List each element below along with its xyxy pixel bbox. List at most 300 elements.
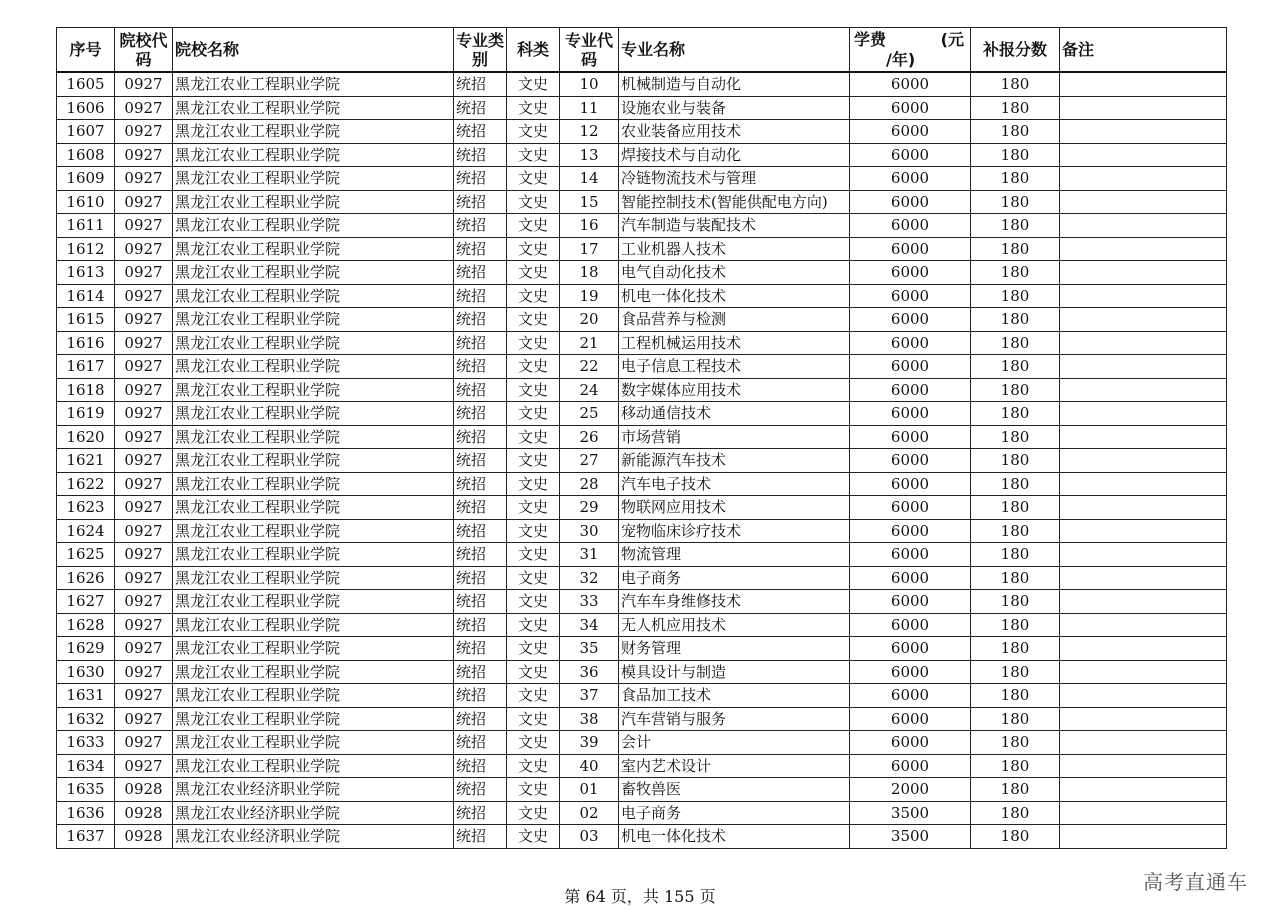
cell-seq: 1613 — [57, 261, 115, 285]
cell-major-code: 27 — [560, 449, 619, 473]
cell-school-code: 0927 — [115, 707, 173, 731]
cell-remark — [1060, 566, 1227, 590]
cell-major-code: 11 — [560, 96, 619, 120]
cell-major-type: 统招 — [454, 284, 507, 308]
cell-fee: 6000 — [850, 590, 971, 614]
cell-school-name: 黑龙江农业工程职业学院 — [173, 425, 454, 449]
cell-remark — [1060, 120, 1227, 144]
cell-seq: 1634 — [57, 754, 115, 778]
cell-seq: 1623 — [57, 496, 115, 520]
cell-remark — [1060, 72, 1227, 96]
cell-school-name: 黑龙江农业工程职业学院 — [173, 543, 454, 567]
cell-major-code: 28 — [560, 472, 619, 496]
table-row — [57, 731, 1227, 755]
cell-fee: 3500 — [850, 801, 971, 825]
cell-school-name: 黑龙江农业工程职业学院 — [173, 190, 454, 214]
cell-school-name: 黑龙江农业工程职业学院 — [173, 378, 454, 402]
cell-remark — [1060, 590, 1227, 614]
cell-subject: 文史 — [507, 613, 560, 637]
cell-seq: 1622 — [57, 472, 115, 496]
cell-school-name: 黑龙江农业工程职业学院 — [173, 684, 454, 708]
cell-school-name: 黑龙江农业经济职业学院 — [173, 825, 454, 849]
cell-major-type: 统招 — [454, 496, 507, 520]
cell-score: 180 — [971, 472, 1060, 496]
cell-major-name: 宠物临床诊疗技术 — [619, 519, 850, 543]
cell-school-name: 黑龙江农业工程职业学院 — [173, 754, 454, 778]
header-major-type: 专业类别 — [454, 28, 507, 73]
cell-fee: 6000 — [850, 308, 971, 332]
cell-seq: 1636 — [57, 801, 115, 825]
cell-major-name: 电子信息工程技术 — [619, 355, 850, 379]
cell-major-type: 统招 — [454, 237, 507, 261]
table-row — [57, 331, 1227, 355]
header-fee-unit: (元 — [940, 30, 964, 49]
table-row — [57, 261, 1227, 285]
cell-major-type: 统招 — [454, 613, 507, 637]
cell-major-type: 统招 — [454, 637, 507, 661]
cell-seq: 1620 — [57, 425, 115, 449]
cell-score: 180 — [971, 143, 1060, 167]
cell-major-code: 32 — [560, 566, 619, 590]
cell-seq: 1608 — [57, 143, 115, 167]
cell-seq: 1629 — [57, 637, 115, 661]
table-row — [57, 707, 1227, 731]
cell-major-code: 10 — [560, 72, 619, 96]
cell-seq: 1625 — [57, 543, 115, 567]
table-row — [57, 402, 1227, 426]
cell-major-code: 39 — [560, 731, 619, 755]
cell-school-name: 黑龙江农业工程职业学院 — [173, 237, 454, 261]
cell-major-code: 37 — [560, 684, 619, 708]
cell-major-type: 统招 — [454, 261, 507, 285]
cell-major-code: 14 — [560, 167, 619, 191]
cell-subject: 文史 — [507, 167, 560, 191]
cell-school-name: 黑龙江农业工程职业学院 — [173, 519, 454, 543]
cell-school-name: 黑龙江农业工程职业学院 — [173, 167, 454, 191]
cell-major-name: 汽车营销与服务 — [619, 707, 850, 731]
cell-subject: 文史 — [507, 566, 560, 590]
cell-subject: 文史 — [507, 72, 560, 96]
cell-subject: 文史 — [507, 143, 560, 167]
cell-major-type: 统招 — [454, 519, 507, 543]
cell-fee: 6000 — [850, 72, 971, 96]
table-row — [57, 778, 1227, 802]
cell-subject: 文史 — [507, 707, 560, 731]
cell-seq: 1630 — [57, 660, 115, 684]
cell-school-name: 黑龙江农业工程职业学院 — [173, 355, 454, 379]
cell-major-code: 17 — [560, 237, 619, 261]
cell-subject: 文史 — [507, 825, 560, 849]
table-row — [57, 378, 1227, 402]
header-fee — [850, 28, 971, 73]
cell-major-name: 机电一体化技术 — [619, 284, 850, 308]
cell-subject: 文史 — [507, 402, 560, 426]
header-major-name: 专业名称 — [619, 28, 850, 73]
cell-remark — [1060, 496, 1227, 520]
cell-remark — [1060, 308, 1227, 332]
admission-table — [56, 27, 1227, 849]
cell-subject: 文史 — [507, 378, 560, 402]
cell-fee: 6000 — [850, 496, 971, 520]
cell-remark — [1060, 378, 1227, 402]
cell-major-type: 统招 — [454, 214, 507, 238]
cell-major-name: 焊接技术与自动化 — [619, 143, 850, 167]
cell-school-code: 0927 — [115, 754, 173, 778]
header-subject: 科类 — [507, 28, 560, 73]
cell-major-type: 统招 — [454, 190, 507, 214]
cell-school-name: 黑龙江农业工程职业学院 — [173, 590, 454, 614]
cell-remark — [1060, 754, 1227, 778]
cell-subject: 文史 — [507, 355, 560, 379]
cell-fee: 6000 — [850, 449, 971, 473]
cell-seq: 1628 — [57, 613, 115, 637]
table-body — [57, 72, 1227, 848]
cell-major-name: 智能控制技术(智能供配电方向) — [619, 190, 850, 214]
cell-score: 180 — [971, 449, 1060, 473]
cell-score: 180 — [971, 825, 1060, 849]
table-row — [57, 825, 1227, 849]
cell-school-code: 0927 — [115, 214, 173, 238]
cell-school-name: 黑龙江农业工程职业学院 — [173, 143, 454, 167]
cell-major-type: 统招 — [454, 402, 507, 426]
cell-seq: 1627 — [57, 590, 115, 614]
cell-major-name: 物流管理 — [619, 543, 850, 567]
cell-school-name: 黑龙江农业工程职业学院 — [173, 96, 454, 120]
cell-school-code: 0928 — [115, 801, 173, 825]
cell-fee: 6000 — [850, 731, 971, 755]
table-row — [57, 801, 1227, 825]
cell-major-code: 29 — [560, 496, 619, 520]
cell-major-type: 统招 — [454, 754, 507, 778]
cell-major-type: 统招 — [454, 449, 507, 473]
cell-school-code: 0927 — [115, 731, 173, 755]
cell-major-code: 13 — [560, 143, 619, 167]
cell-remark — [1060, 261, 1227, 285]
cell-subject: 文史 — [507, 190, 560, 214]
table-row — [57, 543, 1227, 567]
cell-major-code: 34 — [560, 613, 619, 637]
cell-score: 180 — [971, 96, 1060, 120]
cell-remark — [1060, 684, 1227, 708]
cell-fee: 6000 — [850, 331, 971, 355]
cell-fee: 6000 — [850, 425, 971, 449]
cell-remark — [1060, 613, 1227, 637]
cell-score: 180 — [971, 613, 1060, 637]
cell-major-name: 设施农业与装备 — [619, 96, 850, 120]
cell-school-name: 黑龙江农业工程职业学院 — [173, 449, 454, 473]
cell-fee: 6000 — [850, 402, 971, 426]
header-school-code: 院校代码 — [115, 28, 173, 73]
cell-major-code: 26 — [560, 425, 619, 449]
cell-subject: 文史 — [507, 425, 560, 449]
cell-seq: 1618 — [57, 378, 115, 402]
cell-school-name: 黑龙江农业工程职业学院 — [173, 261, 454, 285]
cell-major-name: 电子商务 — [619, 566, 850, 590]
cell-school-name: 黑龙江农业经济职业学院 — [173, 801, 454, 825]
cell-major-type: 统招 — [454, 684, 507, 708]
cell-school-name: 黑龙江农业工程职业学院 — [173, 566, 454, 590]
cell-fee: 6000 — [850, 684, 971, 708]
header-min-score: 补报分数 — [971, 28, 1060, 73]
cell-major-code: 25 — [560, 402, 619, 426]
cell-score: 180 — [971, 637, 1060, 661]
cell-remark — [1060, 660, 1227, 684]
cell-subject: 文史 — [507, 449, 560, 473]
cell-school-code: 0927 — [115, 378, 173, 402]
cell-school-code: 0927 — [115, 590, 173, 614]
cell-score: 180 — [971, 707, 1060, 731]
cell-major-type: 统招 — [454, 308, 507, 332]
cell-fee: 3500 — [850, 825, 971, 849]
cell-school-code: 0927 — [115, 472, 173, 496]
cell-school-code: 0927 — [115, 308, 173, 332]
cell-remark — [1060, 355, 1227, 379]
cell-score: 180 — [971, 72, 1060, 96]
cell-school-name: 黑龙江农业工程职业学院 — [173, 402, 454, 426]
cell-score: 180 — [971, 684, 1060, 708]
cell-major-name: 新能源汽车技术 — [619, 449, 850, 473]
cell-score: 180 — [971, 519, 1060, 543]
cell-seq: 1632 — [57, 707, 115, 731]
cell-school-code: 0928 — [115, 778, 173, 802]
cell-score: 180 — [971, 660, 1060, 684]
cell-remark — [1060, 167, 1227, 191]
cell-school-code: 0927 — [115, 660, 173, 684]
cell-score: 180 — [971, 778, 1060, 802]
cell-major-type: 统招 — [454, 660, 507, 684]
cell-seq: 1607 — [57, 120, 115, 144]
cell-major-name: 食品加工技术 — [619, 684, 850, 708]
cell-remark — [1060, 96, 1227, 120]
cell-school-name: 黑龙江农业工程职业学院 — [173, 284, 454, 308]
cell-subject: 文史 — [507, 472, 560, 496]
table-row — [57, 190, 1227, 214]
cell-major-name: 财务管理 — [619, 637, 850, 661]
cell-school-code: 0927 — [115, 167, 173, 191]
cell-remark — [1060, 284, 1227, 308]
cell-major-name: 汽车车身维修技术 — [619, 590, 850, 614]
cell-remark — [1060, 543, 1227, 567]
table-row — [57, 214, 1227, 238]
table-header-row — [57, 28, 1227, 73]
cell-remark — [1060, 331, 1227, 355]
cell-school-code: 0927 — [115, 543, 173, 567]
cell-major-code: 15 — [560, 190, 619, 214]
cell-fee: 6000 — [850, 355, 971, 379]
cell-school-code: 0927 — [115, 613, 173, 637]
cell-fee: 2000 — [850, 778, 971, 802]
cell-subject: 文史 — [507, 261, 560, 285]
cell-major-code: 31 — [560, 543, 619, 567]
table-row — [57, 566, 1227, 590]
cell-major-type: 统招 — [454, 120, 507, 144]
cell-major-name: 无人机应用技术 — [619, 613, 850, 637]
cell-major-type: 统招 — [454, 543, 507, 567]
cell-seq: 1624 — [57, 519, 115, 543]
cell-school-code: 0927 — [115, 425, 173, 449]
cell-score: 180 — [971, 355, 1060, 379]
cell-major-type: 统招 — [454, 331, 507, 355]
cell-major-name: 农业装备应用技术 — [619, 120, 850, 144]
cell-major-code: 02 — [560, 801, 619, 825]
cell-remark — [1060, 143, 1227, 167]
cell-major-name: 畜牧兽医 — [619, 778, 850, 802]
cell-school-name: 黑龙江农业工程职业学院 — [173, 308, 454, 332]
cell-remark — [1060, 449, 1227, 473]
cell-score: 180 — [971, 214, 1060, 238]
cell-major-name: 室内艺术设计 — [619, 754, 850, 778]
table-row — [57, 684, 1227, 708]
cell-subject: 文史 — [507, 284, 560, 308]
cell-major-name: 会计 — [619, 731, 850, 755]
cell-subject: 文史 — [507, 590, 560, 614]
cell-subject: 文史 — [507, 214, 560, 238]
cell-school-code: 0928 — [115, 825, 173, 849]
cell-score: 180 — [971, 308, 1060, 332]
cell-score: 180 — [971, 754, 1060, 778]
cell-school-code: 0927 — [115, 237, 173, 261]
cell-major-name: 工程机械运用技术 — [619, 331, 850, 355]
cell-score: 180 — [971, 566, 1060, 590]
cell-fee: 6000 — [850, 120, 971, 144]
cell-major-code: 24 — [560, 378, 619, 402]
cell-remark — [1060, 237, 1227, 261]
cell-major-name: 汽车电子技术 — [619, 472, 850, 496]
cell-school-code: 0927 — [115, 684, 173, 708]
cell-remark — [1060, 778, 1227, 802]
cell-remark — [1060, 801, 1227, 825]
cell-fee: 6000 — [850, 472, 971, 496]
cell-school-code: 0927 — [115, 566, 173, 590]
cell-seq: 1606 — [57, 96, 115, 120]
table-row — [57, 96, 1227, 120]
cell-seq: 1610 — [57, 190, 115, 214]
cell-subject: 文史 — [507, 237, 560, 261]
cell-remark — [1060, 825, 1227, 849]
cell-major-code: 01 — [560, 778, 619, 802]
table-row — [57, 449, 1227, 473]
cell-school-name: 黑龙江农业工程职业学院 — [173, 72, 454, 96]
cell-major-type: 统招 — [454, 731, 507, 755]
cell-subject: 文史 — [507, 684, 560, 708]
cell-school-name: 黑龙江农业工程职业学院 — [173, 214, 454, 238]
cell-score: 180 — [971, 284, 1060, 308]
cell-school-code: 0927 — [115, 72, 173, 96]
cell-seq: 1614 — [57, 284, 115, 308]
table-row — [57, 120, 1227, 144]
cell-school-code: 0927 — [115, 496, 173, 520]
cell-subject: 文史 — [507, 331, 560, 355]
cell-school-name: 黑龙江农业工程职业学院 — [173, 496, 454, 520]
cell-seq: 1633 — [57, 731, 115, 755]
cell-subject: 文史 — [507, 543, 560, 567]
cell-remark — [1060, 637, 1227, 661]
cell-major-name: 电气自动化技术 — [619, 261, 850, 285]
cell-score: 180 — [971, 496, 1060, 520]
cell-major-code: 40 — [560, 754, 619, 778]
table-row — [57, 754, 1227, 778]
cell-subject: 文史 — [507, 120, 560, 144]
header-seq: 序号 — [57, 28, 115, 73]
watermark: 高考直通车 — [1143, 870, 1248, 894]
cell-subject: 文史 — [507, 637, 560, 661]
cell-fee: 6000 — [850, 566, 971, 590]
table-row — [57, 660, 1227, 684]
cell-fee: 6000 — [850, 237, 971, 261]
cell-subject: 文史 — [507, 660, 560, 684]
cell-major-code: 21 — [560, 331, 619, 355]
table-row — [57, 72, 1227, 96]
cell-school-code: 0927 — [115, 143, 173, 167]
cell-major-name: 汽车制造与装配技术 — [619, 214, 850, 238]
table-row — [57, 308, 1227, 332]
cell-fee: 6000 — [850, 167, 971, 191]
page-number: 第 64 页，共 155 页 — [564, 887, 716, 906]
cell-major-type: 统招 — [454, 707, 507, 731]
table-row — [57, 496, 1227, 520]
cell-major-type: 统招 — [454, 778, 507, 802]
cell-fee: 6000 — [850, 754, 971, 778]
cell-school-code: 0927 — [115, 402, 173, 426]
header-major-code: 专业代码 — [560, 28, 619, 73]
cell-major-code: 30 — [560, 519, 619, 543]
cell-score: 180 — [971, 378, 1060, 402]
cell-score: 180 — [971, 167, 1060, 191]
cell-major-code: 22 — [560, 355, 619, 379]
header-school-name: 院校名称 — [173, 28, 454, 73]
cell-major-code: 12 — [560, 120, 619, 144]
cell-score: 180 — [971, 543, 1060, 567]
table-row — [57, 519, 1227, 543]
cell-fee: 6000 — [850, 660, 971, 684]
cell-subject: 文史 — [507, 519, 560, 543]
cell-fee: 6000 — [850, 637, 971, 661]
table-row — [57, 425, 1227, 449]
cell-school-name: 黑龙江农业工程职业学院 — [173, 120, 454, 144]
cell-fee: 6000 — [850, 214, 971, 238]
cell-school-code: 0927 — [115, 96, 173, 120]
cell-remark — [1060, 731, 1227, 755]
cell-major-code: 03 — [560, 825, 619, 849]
cell-school-name: 黑龙江农业工程职业学院 — [173, 637, 454, 661]
cell-remark — [1060, 214, 1227, 238]
cell-major-type: 统招 — [454, 566, 507, 590]
cell-subject: 文史 — [507, 96, 560, 120]
cell-school-name: 黑龙江农业工程职业学院 — [173, 731, 454, 755]
cell-major-type: 统招 — [454, 590, 507, 614]
cell-major-code: 38 — [560, 707, 619, 731]
cell-fee: 6000 — [850, 707, 971, 731]
cell-major-name: 模具设计与制造 — [619, 660, 850, 684]
cell-school-code: 0927 — [115, 449, 173, 473]
cell-school-name: 黑龙江农业工程职业学院 — [173, 613, 454, 637]
cell-major-type: 统招 — [454, 72, 507, 96]
cell-seq: 1631 — [57, 684, 115, 708]
cell-seq: 1637 — [57, 825, 115, 849]
cell-school-code: 0927 — [115, 120, 173, 144]
header-fee-label: 学费 — [854, 30, 887, 49]
table-row — [57, 472, 1227, 496]
cell-major-name: 市场营销 — [619, 425, 850, 449]
cell-major-name: 机械制造与自动化 — [619, 72, 850, 96]
cell-score: 180 — [971, 331, 1060, 355]
cell-fee: 6000 — [850, 378, 971, 402]
cell-major-type: 统招 — [454, 167, 507, 191]
cell-remark — [1060, 402, 1227, 426]
table-row — [57, 637, 1227, 661]
cell-fee: 6000 — [850, 543, 971, 567]
cell-major-type: 统招 — [454, 425, 507, 449]
